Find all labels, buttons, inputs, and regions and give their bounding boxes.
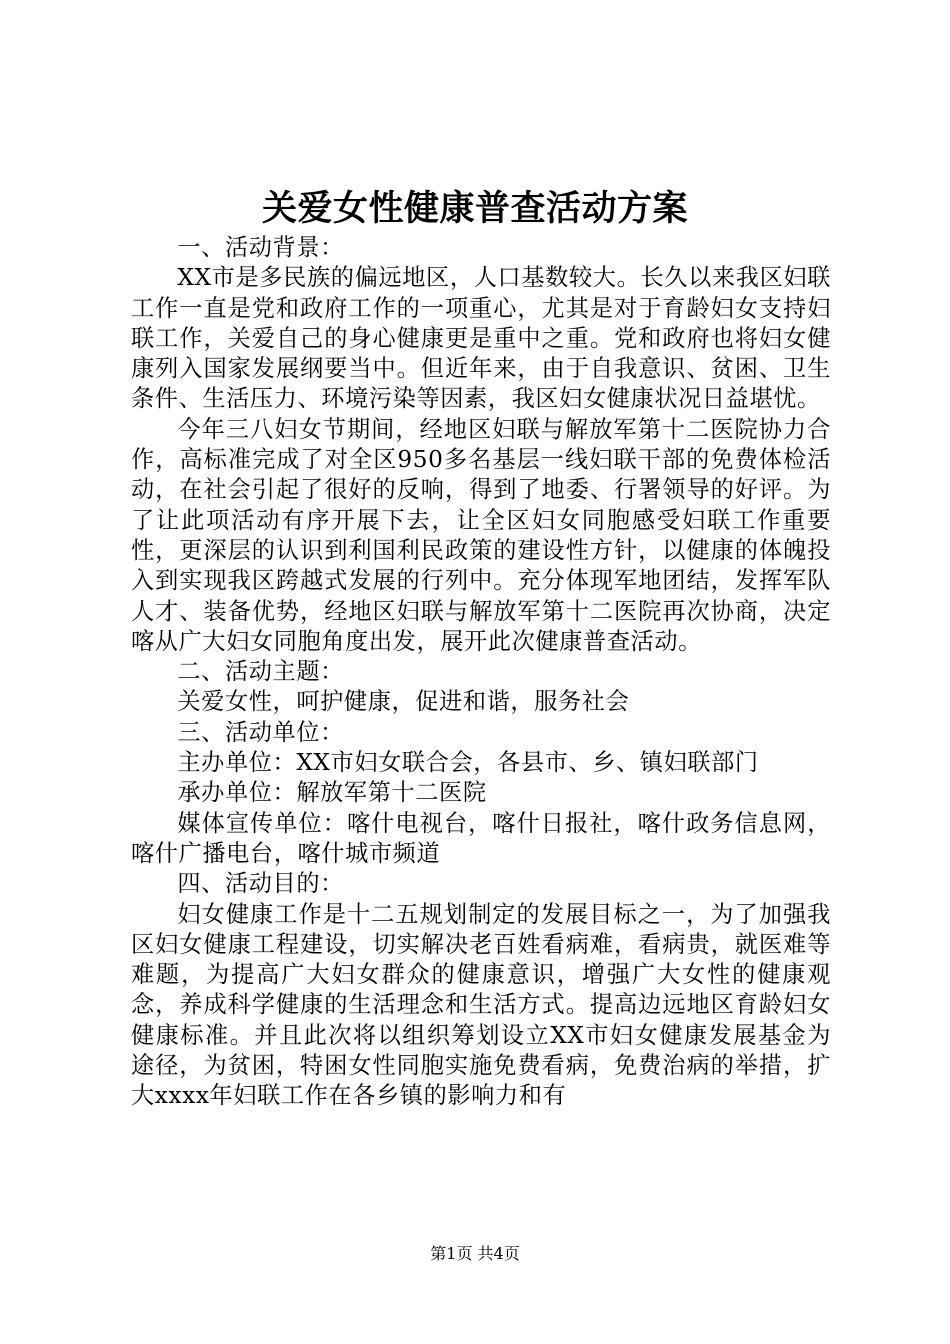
heading-background: 一、活动背景：	[177, 234, 344, 261]
paragraph-organizer-unit: 承办单位：解放军第十二医院	[177, 779, 487, 807]
heading-purpose: 四、活动目的：	[177, 870, 344, 898]
document-body	[131, 233, 831, 1112]
paragraph-host-unit: 主办单位：XX市妇女联合会，各县市、乡、镇妇联部门	[177, 749, 759, 777]
document-title: 关爱女性健康普查活动方案	[261, 188, 688, 229]
heading-units: 三、活动单位：	[177, 718, 344, 746]
paragraph-checkup-history: 今年三八妇女节期间，经地区妇联与解放军第十二医院协力合作，高标准完成了对全区950多名基层一线妇联干部的免费体检活动，在社会引起了很好的反响，得到了地委、行署领导的好评。为了让此项活动有序开展下去，让全区妇女同胞感受妇联工作重要性，更深层的认识到利国利民政策的建设性方针，以健康的体魄投入到实现我区跨越式发展的行列中。充分体现军地团结，发挥军队人才、装备优势，经地区妇联与解放军第十二医院再次协商，决定喀从广大妇女同胞角度出发，展开此次健康普查活动。	[131, 415, 831, 655]
paragraph-media-units: 媒体宣传单位：喀什电视台，喀什日报社，喀什政务信息网，喀什广播电台，喀什城市频道	[131, 809, 831, 867]
paragraph-purpose: 妇女健康工作是十二五规划制定的发展目标之一，为了加强我区妇女健康工程建设，切实解决老百姓看病难，看病贵，就医难等难题，为提高广大妇女群众的健康意识，增强广大女性的健康观念，养成科学健康的生活理念和生活方式。提高边远地区育龄妇女健康标准。并且此次将以组织筹划设立XX市妇女健康发展基金为途径，为贫困，特困女性同胞实施免费看病，免费治病的举措，扩大xxxx年妇联工作在各乡镇的影响力和有	[131, 900, 831, 1110]
page-number-footer: 第1页 共4页	[430, 1244, 520, 1263]
heading-theme: 二、活动主题：	[177, 658, 344, 686]
paragraph-theme: 关爱女性，呵护健康，促进和谐，服务社会	[177, 688, 630, 716]
paragraph-background: XX市是多民族的偏远地区，人口基数较大。长久以来我区妇联工作一直是党和政府工作的一项重心，尤其是对于育龄妇女支持妇联工作，关爱自己的身心健康更是重中之重。党和政府也将妇女健康列入国家发展纲要当中。但近年来，由于自我意识、贫困、卫生条件、生活压力、环境污染等因素，我区妇女健康状况日益堪忧。	[131, 264, 831, 413]
